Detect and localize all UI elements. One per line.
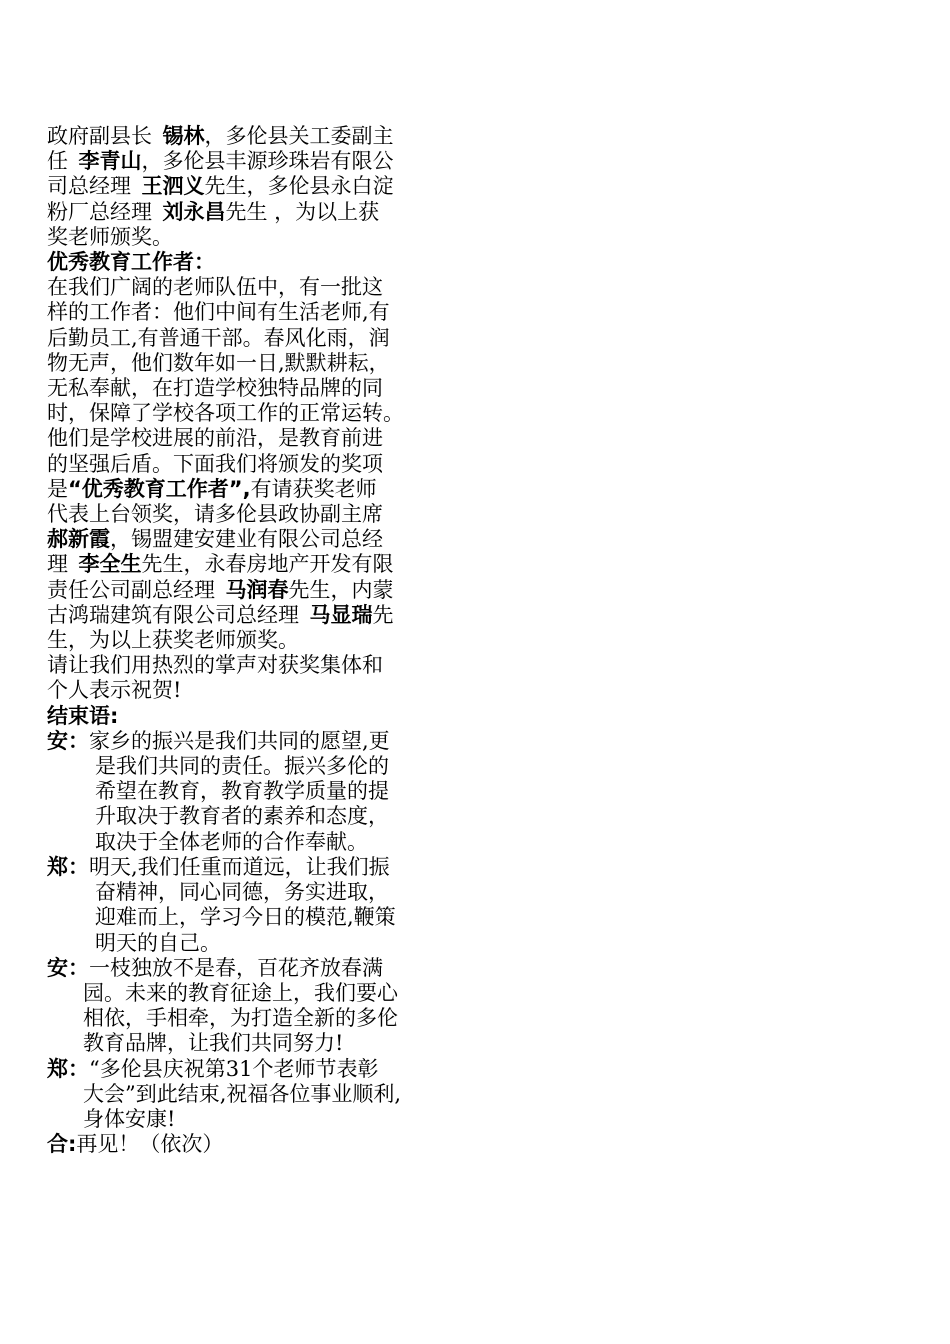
text: 家乡的振兴是我们共同的愿望,更 <box>89 728 390 753</box>
text: ，多伦县关工委副主 <box>204 124 394 148</box>
presenter-name: 刘永昌 <box>162 199 226 224</box>
text: 再见！（依次） <box>76 1132 224 1157</box>
text: 一枝独放不是春，百花齐放春满 <box>89 955 383 980</box>
text: 明天,我们任重而道远，让我们振 <box>89 854 390 879</box>
text-line: 在我们广阔的老师队伍中，有一批这 <box>47 275 383 300</box>
speaker-block <box>47 729 467 855</box>
text-line: 物无声，他们数年如一日,默默耕耘， <box>47 350 390 375</box>
speaker-label: 郑： <box>47 854 89 879</box>
text: 政府副县长 <box>47 124 152 148</box>
presenter-name: 锡林 <box>162 124 205 148</box>
text: 理 <box>47 552 68 577</box>
text: 是 <box>47 476 68 501</box>
text-line: 奋精神，同心同德，务实进取， <box>95 880 389 905</box>
text: ，多伦县丰源珍珠岩有限公 <box>141 149 394 174</box>
text: 责任公司副总经理 <box>47 577 215 602</box>
text: 先生，多伦县永白淀 <box>204 174 394 199</box>
presenter-name: 王泗义 <box>141 174 205 199</box>
text-line: 样的工作者：他们中间有生活老师,有 <box>47 300 390 325</box>
text-line: 代表上台领奖，请多伦县政协副主席 <box>47 502 383 527</box>
speaker-block <box>47 1057 467 1133</box>
text-line: 奖老师颁奖。 <box>47 224 173 249</box>
presenter-name: 马润春 <box>225 577 289 602</box>
text-line: 是我们共同的责任。振兴多伦的 <box>95 754 389 779</box>
text-line: 无私奉献，在打造学校独特品牌的同 <box>47 376 383 401</box>
text: 先生，永春房地产开发有限 <box>141 552 394 577</box>
presenter-name: 郝新霞 <box>47 527 110 552</box>
section-heading: 优秀教育工作者： <box>47 250 215 275</box>
intro-paragraph <box>47 124 467 250</box>
text-line: 他们是学校进展的前沿，是教育前进 <box>47 426 383 451</box>
text-line: 身体安康! <box>83 1106 176 1131</box>
text-line <box>47 1057 467 1082</box>
text: 先生，内蒙 <box>288 577 394 602</box>
text: 先 <box>372 602 394 627</box>
award-name: “优秀教育工作者”, <box>68 476 251 501</box>
speaker-block <box>47 855 467 956</box>
text-line: 后勤员工,有普通干部。春风化雨，润 <box>47 325 390 350</box>
text-line: 请让我们用热烈的掌声对获奖集体和 <box>47 653 383 678</box>
speaker-label: 安： <box>47 728 89 753</box>
text-line <box>47 729 467 754</box>
text-line: 希望在教育，教育教学质量的提 <box>95 779 389 804</box>
text: “多伦县庆祝第31个老师节表彰 <box>89 1056 379 1081</box>
text-line: 迎难而上，学习今日的模范,鞭策 <box>95 905 396 930</box>
speaker-label: 合: <box>47 1132 77 1157</box>
text: ，锡盟建安建业有限公司总经 <box>110 527 383 552</box>
text: 有请获奖老师 <box>250 476 377 501</box>
text-line: 时，保障了学校各项工作的正常运转。 <box>47 401 404 426</box>
text-line: 大会”到此结束,祝福各位事业顺利, <box>83 1081 402 1106</box>
text-line: 个人表示祝贺! <box>47 678 182 703</box>
text-line <box>47 578 467 603</box>
text-line <box>47 149 467 174</box>
section-excellent-workers <box>47 250 467 704</box>
presenter-name: 马显瑞 <box>309 602 373 627</box>
text-line: 生，为以上获奖老师颁奖。 <box>47 628 299 653</box>
section-heading: 结束语: <box>47 703 119 728</box>
text-line <box>47 200 467 225</box>
text: 古鸿瑞建筑有限公司总经理 <box>47 602 299 627</box>
text-line <box>47 174 467 199</box>
text-line: 教育品牌，让我们共同努力! <box>83 1031 344 1056</box>
presenter-name: 李青山 <box>78 149 142 174</box>
text-line <box>47 527 467 552</box>
text-line <box>47 603 467 628</box>
text-line: 园。未来的教育征途上，我们要心 <box>83 980 398 1005</box>
text-line <box>47 1132 467 1157</box>
text-line: 明天的自己。 <box>95 930 221 955</box>
text-line <box>47 552 467 577</box>
text-line: 升取决于教育者的素养和态度， <box>95 804 389 829</box>
text: 先生 ，为以上获 <box>225 199 380 224</box>
text-line <box>47 956 467 981</box>
text-line <box>47 124 467 149</box>
text-line: 相依，手相牵，为打造全新的多伦 <box>83 1006 398 1031</box>
text: 粉厂总经理 <box>47 199 152 224</box>
text-line <box>47 855 467 880</box>
text: 任 <box>47 149 68 174</box>
text-line <box>47 477 467 502</box>
speaker-label: 郑： <box>47 1056 89 1081</box>
presenter-name: 李全生 <box>78 552 142 577</box>
speaker-label: 安： <box>47 955 89 980</box>
text-line: 取决于全体老师的合作奉献。 <box>95 829 368 854</box>
document-page <box>47 124 467 1157</box>
text-line: 的坚强后盾。下面我们将颁发的奖项 <box>47 451 383 476</box>
speaker-block <box>47 956 467 1057</box>
text: 司总经理 <box>47 174 131 199</box>
section-closing <box>47 704 467 1158</box>
